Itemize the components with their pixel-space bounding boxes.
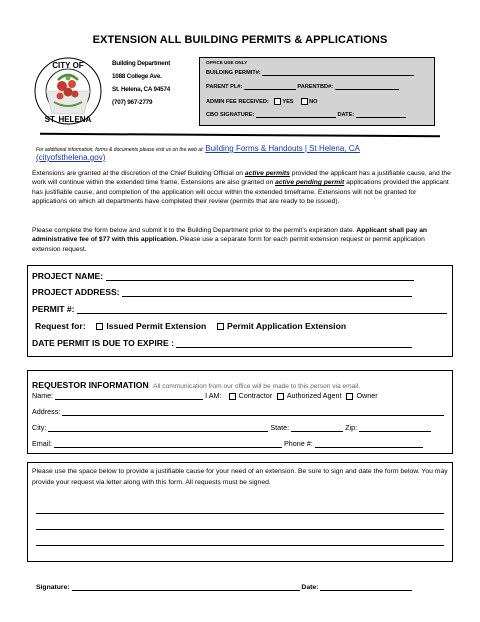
para1-text-a: Extensions are granted at the discretion of the Chief Building Official on xyxy=(32,170,245,177)
project-address-label: PROJECT ADDRESS: xyxy=(32,287,120,297)
issued-permit-label: Issued Permit Extension xyxy=(106,321,207,331)
justification-line-1[interactable] xyxy=(36,513,444,514)
parent-bd-field[interactable] xyxy=(335,89,399,90)
web-info-text: For additional information, forms & documents please visit us on the web at: xyxy=(36,147,204,153)
i-am-label: I AM: xyxy=(205,391,222,400)
parent-pl-field[interactable] xyxy=(244,89,296,90)
signature-date-label: Date: xyxy=(301,584,319,591)
justification-line-2[interactable] xyxy=(36,529,444,530)
admin-fee-no-label: NO xyxy=(309,98,318,105)
project-name-field[interactable] xyxy=(106,280,414,281)
owner-label: Owner xyxy=(356,391,378,400)
requestor-email-field[interactable] xyxy=(54,447,282,448)
department-phone: (707) 967-2779 xyxy=(112,99,153,106)
requestor-zip-field[interactable] xyxy=(359,431,431,432)
page-title: EXTENSION ALL BUILDING PERMITS & APPLICATIONS xyxy=(92,34,388,46)
department-address: 1088 College Ave. xyxy=(112,73,162,80)
requestor-note: All communication from our office will be made to this person via email. xyxy=(153,383,361,390)
forms-handouts-link[interactable]: Building Forms & Handouts | St Helena, CA xyxy=(205,144,360,153)
project-name-label: PROJECT NAME: xyxy=(32,271,104,281)
justification-text: Please use the space below to provide a justifiable cause for your need of an extension. Be sure to sign and date the form below. You may provide your request via letter along with this form. All requests must be signed. xyxy=(32,468,448,486)
requestor-city-field[interactable] xyxy=(48,431,268,432)
cbo-date-label: DATE: xyxy=(337,112,355,118)
department-city-zip: St. Helena, CA 94574 xyxy=(112,86,171,93)
web-info xyxy=(36,145,456,163)
para1-text-e: applications provided the applicant has justifiable cause, and completion of the application will occur within the extended timeframe. Extensions will not be granted for applications on which all departments have completed their review (permits that are ready to be issued). xyxy=(32,179,449,206)
admin-fee-yes-checkbox[interactable] xyxy=(274,98,281,105)
requestor-phone-label: Phone #: xyxy=(283,439,313,448)
requestor-address-label: Address: xyxy=(32,407,61,416)
parent-bd-label: PARENTBD#: xyxy=(297,84,334,90)
para2-text-c: Please use a separate form for each permit extension request or permit application extension request. xyxy=(32,236,425,253)
signature-field[interactable] xyxy=(72,590,300,591)
owner-checkbox[interactable] xyxy=(346,393,353,400)
requestor-name-label: Name: xyxy=(32,391,54,400)
requestor-state-field[interactable] xyxy=(291,431,343,432)
project-section xyxy=(27,265,453,357)
expire-date-label: DATE PERMIT IS DUE TO EXPIRE : xyxy=(32,338,174,348)
requestor-address-field[interactable] xyxy=(62,415,444,416)
extensions-paragraph xyxy=(32,169,452,207)
office-use-header: OFFICE USE ONLY xyxy=(206,60,248,65)
admin-fee-no-checkbox[interactable] xyxy=(301,98,308,105)
requestor-zip-label: Zip: xyxy=(345,423,358,432)
requestor-state-label: State: xyxy=(270,423,290,432)
department-name: Building Department xyxy=(112,60,171,67)
requestor-heading: REQUESTOR INFORMATION xyxy=(32,380,149,390)
signature-row xyxy=(36,584,412,591)
building-permit-field[interactable] xyxy=(262,75,414,76)
authorized-agent-label: Authorized Agent xyxy=(286,391,342,400)
city-seal-logo xyxy=(32,56,104,126)
permit-application-label: Permit Application Extension xyxy=(227,321,347,331)
requestor-phone-field[interactable] xyxy=(315,447,423,448)
permit-application-checkbox[interactable] xyxy=(217,323,224,330)
website-link[interactable]: (cityofsthelena.gov) xyxy=(36,153,106,162)
para1-active-pending: active pending permit xyxy=(275,179,345,187)
para2-text-a: Please complete the form below and submit it to the Building Department prior to the permit’s expiration date. xyxy=(32,227,357,234)
requestor-section xyxy=(27,370,453,454)
signature-date-field[interactable] xyxy=(320,590,412,591)
office-use-box xyxy=(199,57,435,126)
building-permit-label: BUILDING PERMIT#: xyxy=(206,70,261,76)
para1-text-c: provided the applicant has a justifiable cause, and the work will continue within the extended time frame. Extensions are also granted on xyxy=(32,170,451,187)
authorized-agent-checkbox[interactable] xyxy=(277,393,284,400)
para1-active-permits: active permits xyxy=(244,170,290,177)
instructions-paragraph xyxy=(32,226,452,254)
permit-number-field[interactable] xyxy=(77,313,447,314)
project-address-field[interactable] xyxy=(122,296,412,297)
justification-section xyxy=(27,462,453,562)
justification-line-3[interactable] xyxy=(36,545,444,546)
header-divider xyxy=(40,133,440,137)
parent-pl-label: PARENT PL#: xyxy=(206,84,243,90)
expire-date-field[interactable] xyxy=(176,347,412,348)
permit-number-label: PERMIT #: xyxy=(32,304,75,314)
cbo-signature-field[interactable] xyxy=(256,117,336,118)
requestor-name-field[interactable] xyxy=(55,399,203,400)
seal-text-top: CITY OF xyxy=(52,61,84,70)
signature-label: Signature: xyxy=(36,584,70,591)
request-for-label: Request for: xyxy=(35,321,86,331)
contractor-label: Contractor xyxy=(238,391,273,400)
para2-fee-text: Applicant shall pay an administrative fee of $77 with this application. xyxy=(32,227,427,244)
contractor-checkbox[interactable] xyxy=(229,393,236,400)
seal-text-bottom: ST. HELENA xyxy=(44,115,92,124)
admin-fee-label: ADMIN FEE RECEIVED: xyxy=(206,98,269,105)
cbo-signature-label: CBO SIGNATURE: xyxy=(206,112,255,118)
admin-fee-yes-label: YES xyxy=(282,98,294,105)
cbo-date-field[interactable] xyxy=(356,117,406,118)
issued-permit-checkbox[interactable] xyxy=(96,323,103,330)
requestor-email-label: Email: xyxy=(32,439,52,448)
requestor-city-label: City: xyxy=(32,423,47,432)
